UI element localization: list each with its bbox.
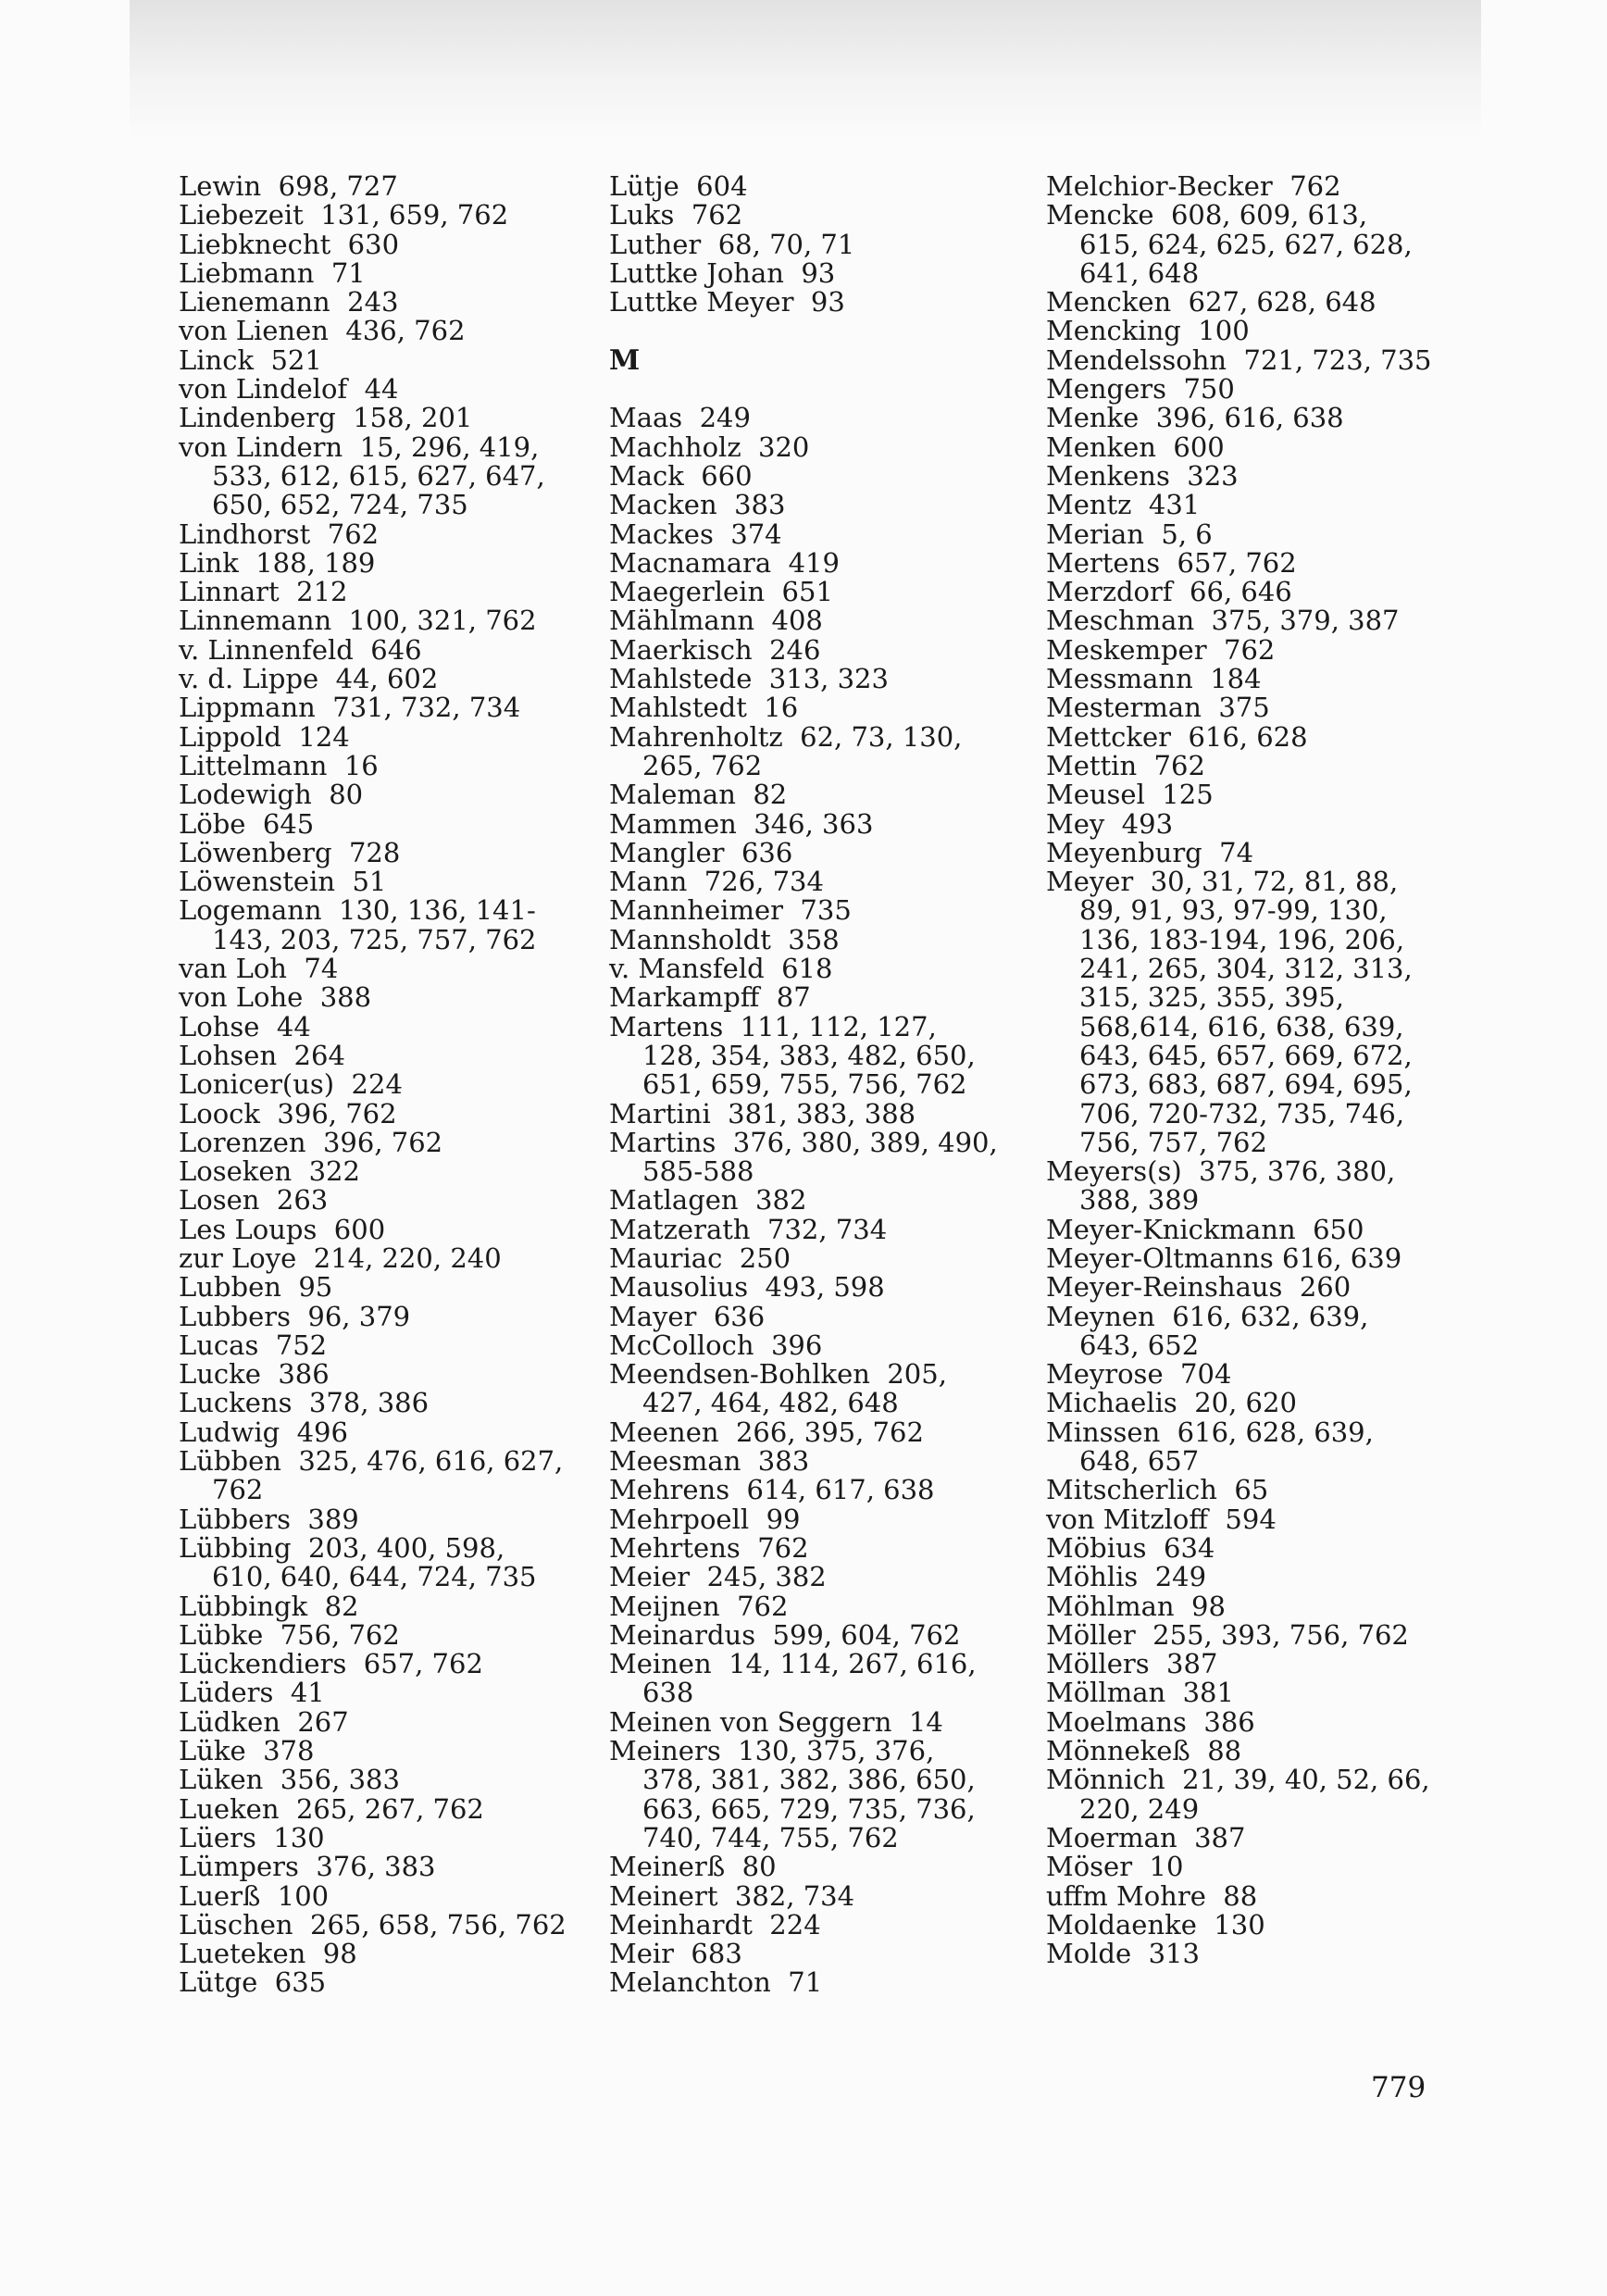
index-entry: Linnemann 100, 321, 762 — [179, 605, 537, 637]
index-entry: Mangler 636 — [609, 836, 793, 868]
index-entry: Littelmann 16 — [179, 749, 379, 781]
index-entry: Lückendiers 657, 762 — [179, 1648, 483, 1680]
index-entry: Lindenberg 158, 201 — [179, 402, 473, 434]
index-entry: Meir 683 — [609, 1938, 742, 1970]
index-entry: Lütge 635 — [179, 1966, 327, 1999]
index-entry: Meiners 130, 375, 376, 378, 381, 382, 386, 650, 663, 665, 729, 735, 736, 740, 744, 755, 762 — [609, 1735, 984, 1853]
index-entry: Meinhardt 224 — [609, 1908, 821, 1940]
index-entry: Mählmann 408 — [609, 605, 823, 637]
index-entry: Meyenburg 74 — [1046, 836, 1254, 868]
index-entry: Merzdorf 66, 646 — [1046, 576, 1292, 608]
index-entry: Meynen 616, 632, 639, 643, 652 — [1046, 1300, 1377, 1361]
index-entry: Lüschen 265, 658, 756, 762 — [179, 1908, 567, 1940]
index-entry: Michaelis 20, 620 — [1046, 1387, 1297, 1419]
index-entry: Lonicer(us) 224 — [179, 1068, 403, 1101]
scan-shadow — [130, 0, 1481, 139]
index-entry: Lübke 756, 762 — [179, 1618, 400, 1651]
index-entry: Maegerlein 651 — [609, 576, 833, 608]
index-entry: Mesterman 375 — [1046, 692, 1270, 724]
index-entry: Mencking 100 — [1046, 315, 1250, 347]
index-entry: von Lienen 436, 762 — [179, 315, 466, 347]
index-entry: Möhlis 249 — [1046, 1561, 1207, 1593]
index-entry: Luttke Meyer 93 — [609, 286, 845, 318]
index-entry: Mackes 374 — [609, 518, 782, 550]
index-entry: von Lindern 15, 296, 419, 533, 612, 615, 627, 647, 650, 652, 724, 735 — [179, 430, 554, 521]
index-entry: Mammen 346, 363 — [609, 807, 874, 840]
index-entry: Loseken 322 — [179, 1155, 360, 1188]
index-entry: Mönnekeß 88 — [1046, 1735, 1242, 1767]
index-entry: Mettcker 616, 628 — [1046, 720, 1308, 753]
index-entry: Lohse 44 — [179, 1010, 311, 1042]
index-entry: v. Mansfeld 618 — [609, 953, 833, 985]
index-entry: Mannsholdt 358 — [609, 923, 840, 955]
index-entry: Lodewigh 80 — [179, 779, 364, 811]
index-entry: Luther 68, 70, 71 — [609, 228, 855, 260]
index-entry: Meijnen 762 — [609, 1590, 789, 1622]
index-entry: Matzerath 732, 734 — [609, 1213, 888, 1245]
index-entry: Mannheimer 735 — [609, 894, 852, 927]
index-entry: Menken 600 — [1046, 430, 1225, 463]
index-entry: Mitscherlich 65 — [1046, 1474, 1269, 1506]
index-entry: Lümpers 376, 383 — [179, 1851, 436, 1883]
index-entry: Martini 381, 383, 388 — [609, 1097, 916, 1129]
index-entry: von Lindelof 44 — [179, 373, 399, 406]
index-entry: Mack 660 — [609, 459, 753, 492]
index-entry: Martins 376, 380, 389, 490, 585-588 — [609, 1126, 1006, 1188]
page-number: 779 — [1371, 2071, 1426, 2104]
index-entry: Lüders 41 — [179, 1677, 325, 1709]
index-entry: Lüers 130 — [179, 1821, 325, 1853]
index-entry: Maerkisch 246 — [609, 633, 821, 666]
index-entry: Minssen 616, 628, 639, 648, 657 — [1046, 1416, 1383, 1478]
index-entry: Meinerß 80 — [609, 1851, 777, 1883]
index-entry: Molde 313 — [1046, 1938, 1200, 1970]
index-entry: Loock 396, 762 — [179, 1097, 397, 1129]
index-entry: Lippmann 731, 732, 734 — [179, 692, 521, 724]
index-entry: Losen 263 — [179, 1184, 329, 1217]
index-entry: Melchior-Becker 762 — [1046, 170, 1341, 202]
index-entry: Ludwig 496 — [179, 1416, 348, 1448]
index-entry: Lubben 95 — [179, 1271, 333, 1304]
index-column-2 — [609, 170, 1006, 1999]
index-entry: Moldaenke 130 — [1046, 1908, 1265, 1940]
index-entry: Meenen 266, 395, 762 — [609, 1416, 924, 1448]
index-entry: Menkens 323 — [1046, 459, 1239, 492]
index-entry: Meesman 383 — [609, 1445, 810, 1478]
index-entry: v. Linnenfeld 646 — [179, 633, 422, 666]
index-entry: Lewin 698, 727 — [179, 170, 398, 202]
index-entry: Mentz 431 — [1046, 489, 1201, 521]
index-entry: Meyer-Knickmann 650 — [1046, 1213, 1364, 1245]
index-entry: Lindhorst 762 — [179, 518, 380, 550]
index-entry: Meinardus 599, 604, 762 — [609, 1618, 961, 1651]
index-entry: Lucke 386 — [179, 1358, 330, 1391]
index-entry: Mahrenholtz 62, 73, 130, 265, 762 — [609, 720, 971, 781]
index-entry: Meyers(s) 375, 376, 380, 388, 389 — [1046, 1155, 1404, 1217]
index-column-1 — [179, 170, 572, 1999]
index-column-3 — [1046, 170, 1439, 1970]
index-entry: Liebknecht 630 — [179, 228, 400, 260]
index-entry: Lübbers 389 — [179, 1503, 359, 1535]
index-entry: Merian 5, 6 — [1046, 518, 1213, 550]
index-entry: Mehrtens 762 — [609, 1531, 809, 1564]
index-entry: Lucas 752 — [179, 1329, 328, 1361]
index-entry: Meinen 14, 114, 267, 616, 638 — [609, 1648, 985, 1709]
index-entry: Möbius 634 — [1046, 1531, 1215, 1564]
index-entry: Lübbing 203, 400, 598, 610, 640, 644, 724, 735 — [179, 1531, 537, 1593]
index-entry: Lubbers 96, 379 — [179, 1300, 411, 1332]
index-entry: Macnamara 419 — [609, 546, 840, 579]
index-entry: Luttke Johan 93 — [609, 256, 836, 289]
index-entry: Möser 10 — [1046, 1851, 1184, 1883]
index-entry: Löbe 645 — [179, 807, 315, 840]
index-entry: van Loh 74 — [179, 953, 339, 985]
index-entry: Löwenstein 51 — [179, 866, 387, 898]
index-entry: Meyer 30, 31, 72, 81, 88, 89, 91, 93, 97-99, 130, 136, 183-194, 196, 206, 241, 265, 304, 312, 313, 315, 325, 355, 395, 568,614, 616, 638, 639, 643, 645, 657, 669, 672, 673, 683, 687, 694, 695, 706, 720-732, 735, 746, 756, 757, 762 — [1046, 866, 1421, 1158]
index-entry: v. d. Lippe 44, 602 — [179, 663, 439, 695]
index-entry: Matlagen 382 — [609, 1184, 807, 1217]
index-entry: Messmann 184 — [1046, 663, 1262, 695]
index-entry: Maas 249 — [609, 402, 751, 434]
index-entry: Linnart 212 — [179, 576, 348, 608]
index-entry: Meendsen-Bohlken 205, 427, 464, 482, 648 — [609, 1358, 956, 1419]
index-entry: Möhlman 98 — [1046, 1590, 1226, 1622]
index-entry: Luks 762 — [609, 199, 743, 231]
index-entry: Macken 383 — [609, 489, 786, 521]
index-entry: Möllman 381 — [1046, 1677, 1234, 1709]
index-entry: Mehrpoell 99 — [609, 1503, 801, 1535]
index-entry: Mencke 608, 609, 613, 615, 624, 625, 627, 628, 641, 648 — [1046, 199, 1421, 289]
index-entry: Mauriac 250 — [609, 1242, 791, 1274]
section-letter: M — [609, 343, 641, 377]
index-entry: Meinert 382, 734 — [609, 1879, 855, 1912]
index-entry: Mahlstedt 16 — [609, 692, 799, 724]
index-entry: Mann 726, 734 — [609, 866, 824, 898]
index-entry: Lienemann 243 — [179, 286, 399, 318]
index-entry: Mengers 750 — [1046, 373, 1235, 406]
index-entry: Martens 111, 112, 127, 128, 354, 383, 482, 650, 651, 659, 755, 756, 762 — [609, 1010, 984, 1101]
index-entry: Melanchton 71 — [609, 1966, 823, 1999]
index-entry: uffm Mohre 88 — [1046, 1879, 1258, 1912]
index-entry: Mönnich 21, 39, 40, 52, 66, 220, 249 — [1046, 1764, 1439, 1825]
index-entry: Meyer-Oltmanns 616, 639 — [1046, 1242, 1402, 1274]
index-entry: Luerß 100 — [179, 1879, 330, 1912]
index-entry: Lohsen 264 — [179, 1039, 345, 1071]
index-entry: Meinen von Seggern 14 — [609, 1705, 943, 1738]
index-entry: Meyrose 704 — [1046, 1358, 1232, 1391]
index-entry: McColloch 396 — [609, 1329, 823, 1361]
index-entry: Möller 255, 393, 756, 762 — [1046, 1618, 1409, 1651]
index-entry: Lütje 604 — [609, 170, 748, 202]
index-entry: Meier 245, 382 — [609, 1561, 827, 1593]
index-entry: Les Loups 600 — [179, 1213, 386, 1245]
index-entry: Mendelssohn 721, 723, 735 — [1046, 343, 1432, 376]
index-entry: Lüke 378 — [179, 1735, 315, 1767]
index-entry: Mahlstede 313, 323 — [609, 663, 889, 695]
index-entry: Liebezeit 131, 659, 762 — [179, 199, 509, 231]
index-entry: Lüdken 267 — [179, 1705, 349, 1738]
index-entry: Liebmann 71 — [179, 256, 366, 289]
index-entry: Löwenberg 728 — [179, 836, 401, 868]
index-entry: Link 188, 189 — [179, 546, 376, 579]
index-entry: Mencken 627, 628, 648 — [1046, 286, 1377, 318]
index-entry: Markampff 87 — [609, 981, 811, 1014]
index-entry: Lübbingk 82 — [179, 1590, 359, 1622]
index-entry: Mertens 657, 762 — [1046, 546, 1297, 579]
index-entry: Mettin 762 — [1046, 749, 1205, 781]
index-entry: Meschman 375, 379, 387 — [1046, 605, 1400, 637]
index-entry: Machholz 320 — [609, 430, 810, 463]
index-entry: Logemann 130, 136, 141-143, 203, 725, 757, 762 — [179, 894, 537, 955]
index-entry: Lübben 325, 476, 616, 627, 762 — [179, 1445, 572, 1506]
index-entry: Mayer 636 — [609, 1300, 766, 1332]
index-entry: Lippold 124 — [179, 720, 350, 753]
index-entry: Lorenzen 396, 762 — [179, 1126, 443, 1158]
index-entry: von Mitzloff 594 — [1046, 1503, 1277, 1535]
index-entry: Linck 521 — [179, 343, 322, 376]
index-entry: zur Loye 214, 220, 240 — [179, 1242, 502, 1274]
index-entry: Möllers 387 — [1046, 1648, 1218, 1680]
index-entry: Lueteken 98 — [179, 1938, 357, 1970]
index-entry: Maleman 82 — [609, 779, 788, 811]
index-entry: Meusel 125 — [1046, 779, 1214, 811]
index-entry: Moerman 387 — [1046, 1821, 1246, 1853]
index-entry: Mey 493 — [1046, 807, 1174, 840]
index-entry: Meskemper 762 — [1046, 633, 1276, 666]
index-entry: Lueken 265, 267, 762 — [179, 1792, 484, 1825]
index-entry: Menke 396, 616, 638 — [1046, 402, 1344, 434]
index-entry: Luckens 378, 386 — [179, 1387, 430, 1419]
index-entry: Meyer-Reinshaus 260 — [1046, 1271, 1352, 1304]
index-entry: von Lohe 388 — [179, 981, 372, 1014]
index-entry: Mehrens 614, 617, 638 — [609, 1474, 935, 1506]
index-entry: Moelmans 386 — [1046, 1705, 1255, 1738]
index-entry: Lüken 356, 383 — [179, 1764, 400, 1796]
index-entry: Mausolius 493, 598 — [609, 1271, 885, 1304]
